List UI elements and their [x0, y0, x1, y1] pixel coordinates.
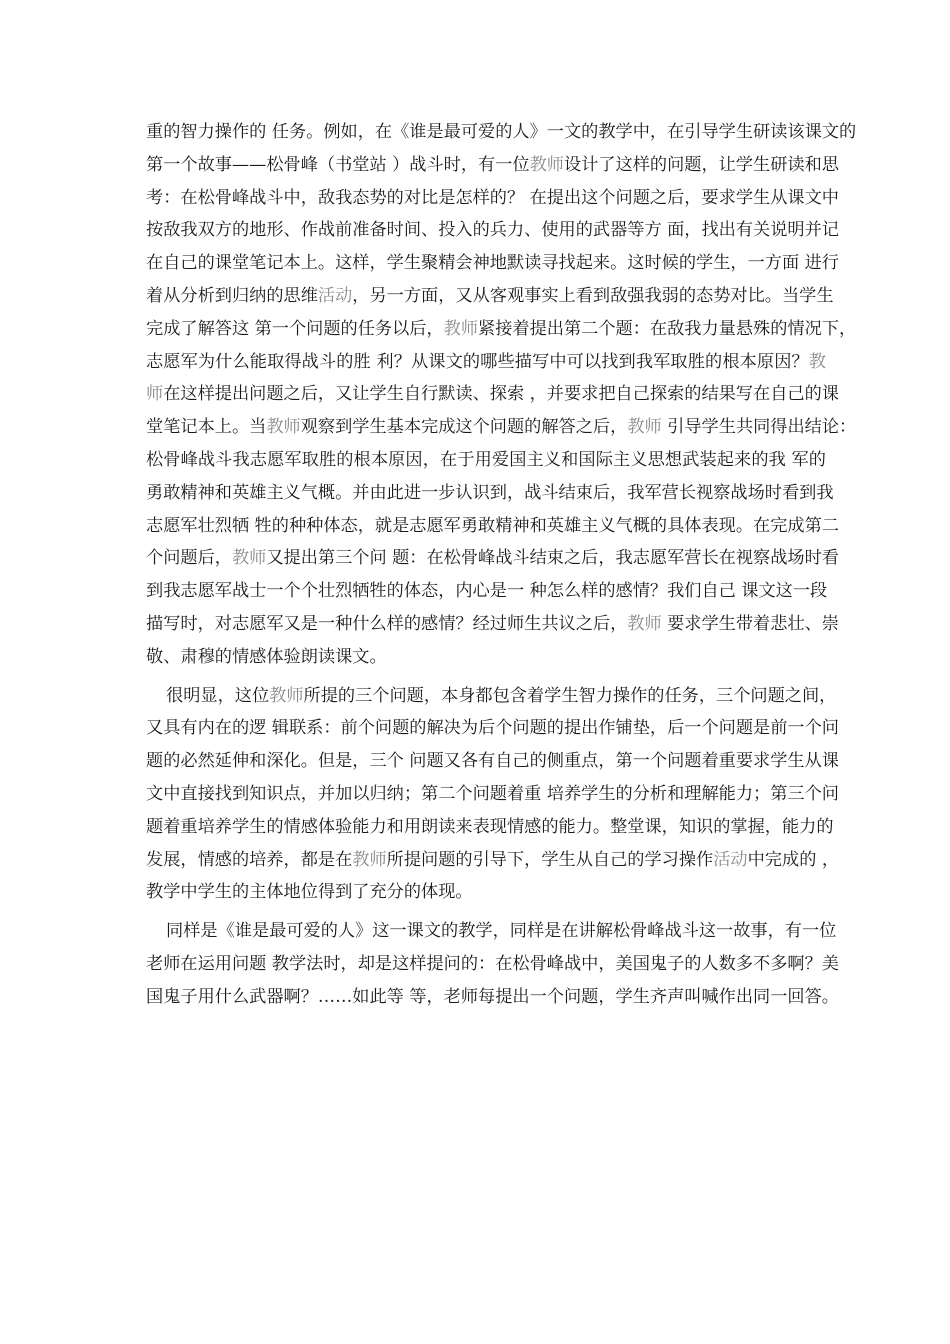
- text-line: [146, 915, 837, 948]
- text-run: 松骨峰战斗我志愿军取胜的根本原因，在于用爱国主义和国际主义思想武装起来的我 军的: [146, 449, 826, 470]
- highlighted-term: 活动: [713, 849, 748, 870]
- text-line: [146, 378, 839, 411]
- text-line: [146, 247, 839, 280]
- text-line: [146, 149, 839, 182]
- document-body: [146, 116, 857, 1014]
- highlighted-term: 教师: [231, 548, 267, 569]
- text-line: [146, 214, 839, 247]
- highlighted-term: 教: [808, 351, 826, 372]
- text-run: 个问题后，: [146, 548, 232, 569]
- text-run: 完成了解答这 第一个问题的任务以后，: [146, 318, 444, 339]
- text-run: 老师在运用问题 教学法时，却是这样提问的：在松骨峰战中，美国鬼子的人数多不多啊？美: [146, 953, 839, 974]
- text-run: 堂笔记本上。当: [146, 417, 267, 438]
- text-line: [146, 641, 826, 674]
- text-run: 敬、肃穆的情感体验朗读课文。: [146, 646, 387, 667]
- text-line: [146, 811, 834, 844]
- text-run: 所提问题的引导下，学生从自己的学习操作: [386, 849, 714, 870]
- text-line: [146, 542, 839, 575]
- highlighted-term: 师: [146, 384, 164, 405]
- text-run: 按敌我双方的地形、作战前准备时间、投入的兵力、使用的武器等方 面，找出有关说明并记: [146, 220, 839, 241]
- text-line: [146, 844, 840, 877]
- text-run: 题的必然延伸和深化。但是，三个 问题又各有自己的侧重点，第一个问题着重要求学生从课: [146, 751, 839, 772]
- text-line: [146, 778, 839, 811]
- text-line: [146, 477, 834, 510]
- highlighted-term: 教师: [352, 849, 387, 870]
- paragraph: [146, 680, 840, 910]
- text-line: [146, 116, 857, 149]
- text-run: 教学中学生的主体地位得到了充分的体现。: [146, 882, 473, 903]
- text-run: 题着重培养学生的情感体验能力和用朗读来表现情感的能力。整堂课，知识的掌握，能力的: [146, 816, 834, 837]
- highlighted-term: 活动: [317, 285, 353, 306]
- text-run: 描写时，对志愿军又是一种什么样的感情？经过师生共议之后，: [146, 613, 628, 634]
- text-run: 同样是《谁是最可爱的人》这一课文的教学，同样是在讲解松骨峰战斗这一故事，有一位: [166, 921, 837, 942]
- text-line: [146, 510, 839, 543]
- text-line: [146, 182, 839, 215]
- text-run: 紧接着提出第二个题：在敌我力量悬殊的情况下，: [478, 318, 857, 339]
- text-line: [146, 745, 839, 778]
- text-run: 中完成的 ，: [747, 849, 840, 870]
- text-line: [146, 948, 839, 981]
- text-line: [146, 981, 839, 1014]
- text-run: 勇敢精神和英雄主义气概。并由此进一步认识到，战斗结束后，我军营长视察战场时看到我: [146, 482, 834, 503]
- paragraph: [146, 915, 839, 1013]
- highlighted-term: 教师: [443, 318, 479, 339]
- text-line: [146, 346, 826, 379]
- text-line: [146, 876, 826, 909]
- text-run: 在自己的课堂笔记本上。这样，学生聚精会神地默读寻找起来。这时候的学生，一方面 进行: [146, 253, 839, 274]
- highlighted-term: 教师: [529, 154, 564, 175]
- text-run: 发展，情感的培养，都是在: [146, 849, 353, 870]
- text-run: 观察到学生基本完成这个问题的解答之后，: [300, 417, 628, 438]
- highlighted-term: 教师: [627, 417, 662, 438]
- text-line: [146, 712, 839, 745]
- highlighted-term: 教师: [266, 417, 301, 438]
- text-run: 到我志愿军战士一个个壮烈牺牲的体态，内心是一 种怎么样的感情？我们自己 课文这一段: [146, 581, 828, 602]
- text-run: ，另一方面，又从客观事实上看到敌强我弱的态势对比。当学生: [352, 285, 834, 306]
- text-run: 在这样提出问题之后，又让学生自行默读、探索 ，并要求把自己探索的结果写在自己的课: [163, 384, 839, 405]
- text-line: [146, 280, 834, 313]
- text-line: [146, 313, 857, 346]
- text-run: 重的智力操作的 任务。例如，在《谁是最可爱的人》一文的教学中，在引导学生研读该课文的: [146, 122, 857, 142]
- text-run: 又提出第三个问 题：在松骨峰战斗结束之后，我志愿军营长在视察战场时看: [266, 548, 839, 569]
- text-run: 设计了这样的问题，让学生研读和思: [563, 154, 839, 175]
- paragraph: [146, 116, 857, 674]
- text-run: 又具有内在的逻 辑联系：前个问题的解决为后个问题的提出作铺垫，后一个问题是前一个问: [146, 718, 839, 739]
- text-run: 着从分析到归纳的思维: [146, 285, 318, 306]
- text-run: 所提的三个问题，本身都包含着学生智力操作的任务，三个问题之间，: [303, 685, 837, 706]
- text-run: 第一个故事——松骨峰（书堂站 ）战斗时，有一位: [146, 154, 530, 175]
- text-line: [146, 680, 837, 713]
- text-run: 志愿军壮烈牺 牲的种种体态，就是志愿军勇敢精神和英雄主义气概的具体表现。在完成第二: [146, 515, 839, 536]
- text-run: 引导学生共同得出结论：: [661, 417, 857, 438]
- text-line: [146, 444, 826, 477]
- text-run: 要求学生带着悲壮、崇: [661, 613, 839, 634]
- text-run: 文中直接找到知识点，并加以归纳；第二个问题着重 培养学生的分析和理解能力；第三个问: [146, 783, 839, 804]
- highlighted-term: 教师: [627, 613, 662, 634]
- text-run: 很明显，这位: [166, 685, 270, 706]
- text-line: [146, 575, 826, 608]
- text-line: [146, 608, 839, 641]
- text-line: [146, 411, 857, 444]
- text-run: 志愿军为什么能取得战斗的胜 利？从课文的哪些描写中可以找到我军取胜的根本原因？: [146, 351, 809, 372]
- highlighted-term: 教师: [269, 685, 304, 706]
- text-run: 国鬼子用什么武器啊？……如此等 等，老师每提出一个问题，学生齐声叫喊作出同一回答。: [146, 986, 839, 1007]
- text-run: 考：在松骨峰战斗中，敌我态势的对比是怎样的？ 在提出这个问题之后，要求学生从课文中: [146, 187, 839, 208]
